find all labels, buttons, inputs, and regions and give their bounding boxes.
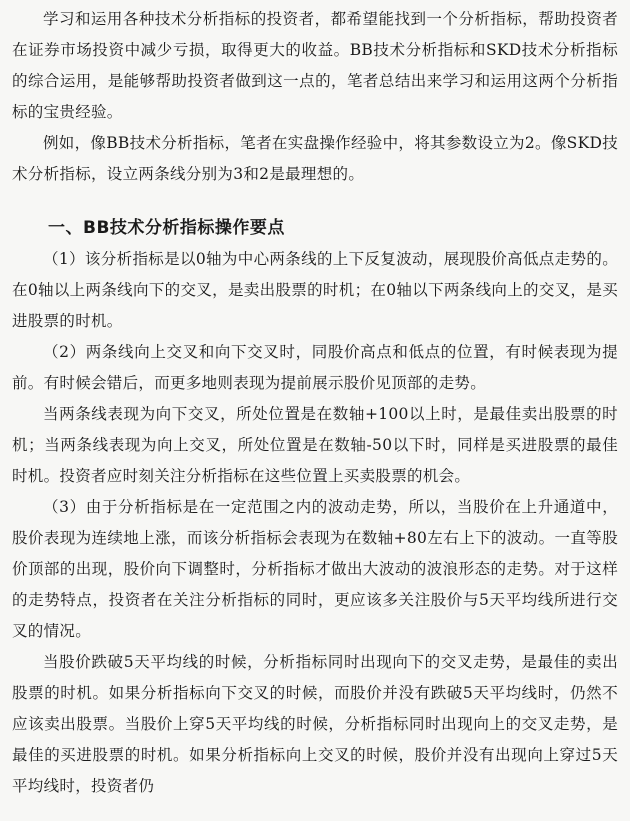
- body-paragraph-2: （2）两条线向上交叉和向下交叉时，同股价高点和低点的位置，有时候表现为提前。有时候会错后，而更多地则表现为提前展示股价见顶部的走势。: [12, 343, 618, 392]
- body-paragraph-5: 当股价跌破5天平均线的时候，分析指标同时出现向下的交叉走势，是最佳的卖出股票的时机。如果分析指标向下交叉的时候，而股价并没有跌破5天平均线时，仍然不应该卖出股票。当股价上穿5天平均线的时候，分析指标同时出现向上的交叉走势，是最佳的买进股票的时机。如果分析指标向上交叉的时候，股价并没有出现向上穿过5天平均线时，投资者仍: [12, 653, 618, 795]
- example-paragraph: 例如，像BB技术分析指标，笔者在实盘操作经验中，将其参数设立为2。像SKD技术分析指标，设立两条线分别为3和2是最理想的。: [12, 134, 618, 183]
- intro-paragraph: 学习和运用各种技术分析指标的投资者，都希望能找到一个分析指标，帮助投资者在证券市场投资中减少亏损，取得更大的收益。BB技术分析指标和SKD技术分析指标的综合运用，是能够帮助投资者做到这一点的，笔者总结出来学习和运用这两个分析指标的宝贵经验。: [12, 10, 618, 121]
- body-paragraph-4: （3）由于分析指标是在一定范围之内的波动走势，所以，当股价在上升通道中，股价表现为连续地上涨，而该分析指标会表现为在数轴+80左右上下的波动。一直等股价顶部的出现，股价向下调整时，分析指标才做出大波动的波浪形态的走势。对于这样的走势特点，投资者在关注分析指标的同时，更应该多关注股价与5天平均线所进行交叉的情况。: [12, 498, 618, 640]
- section-heading: 一、BB技术分析指标操作要点: [48, 218, 285, 238]
- body-paragraph-1: （1）该分析指标是以0轴为中心两条线的上下反复波动，展现股价高低点走势的。在0轴以上两条线向下的交叉，是卖出股票的时机；在0轴以下两条线向上的交叉，是买进股票的时机。: [12, 250, 618, 330]
- body-paragraph-3: 当两条线表现为向下交叉，所处位置是在数轴+100以上时，是最佳卖出股票的时机；当两条线表现为向上交叉，所处位置是在数轴-50以下时，同样是买进股票的最佳时机。投资者应时刻关注分析指标在这些位置上买卖股票的机会。: [12, 405, 618, 485]
